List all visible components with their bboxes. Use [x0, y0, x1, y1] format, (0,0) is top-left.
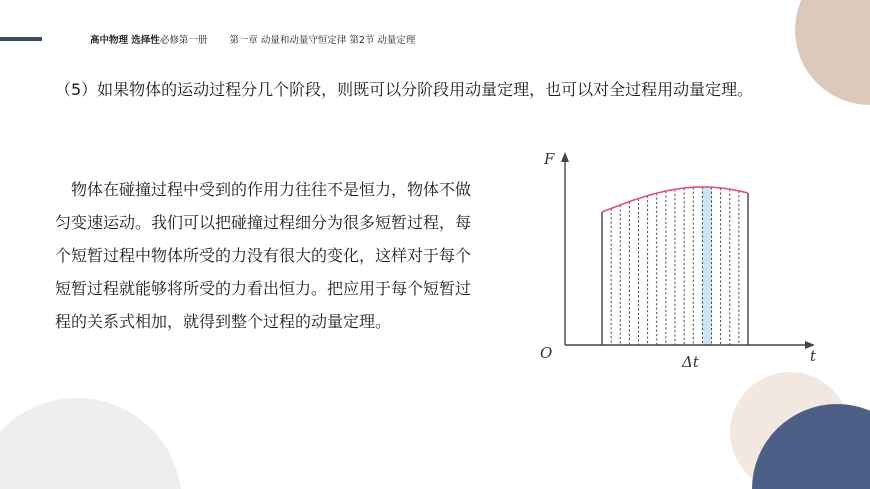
decorative-circle-top-right [795, 0, 870, 105]
time-axis-label: t [810, 347, 817, 365]
header-accent-bar [0, 37, 42, 41]
chapter-title: 第一章 动量和动量守恒定律 第2节 动量定理 [229, 35, 416, 46]
intro-paragraph: （5）如果物体的运动过程分几个阶段，则既可以分阶段用动量定理，也可以对全过程用动量定理。 [55, 80, 754, 99]
delta-t-label: Δt [682, 353, 699, 371]
book-volume: 必修第一册 [159, 35, 208, 46]
body-paragraph: 物体在碰撞过程中受到的作用力往往不是恒力，物体不做匀变速运动。我们可以把碰撞过程细分为很多短暂过程，每个短暂过程中物体所受的力没有很大的变化，这样对于每个短暂过程就能够将所受的力看出恒力。把应用于每个短暂过程的关系式相加，就得到整个过程的动量定理。 [55, 180, 472, 331]
highlighted-interval [702, 187, 711, 345]
force-time-graph [530, 140, 830, 380]
book-title: 高中物理 选择性 [90, 35, 160, 46]
interval-dashed-lines [611, 187, 739, 345]
force-axis-label: F [544, 150, 555, 168]
origin-label: O [540, 344, 553, 362]
decorative-circle-bottom-left [0, 398, 182, 489]
force-time-figure [530, 140, 830, 380]
slide-header [90, 32, 415, 46]
force-axis-arrow [561, 152, 569, 162]
